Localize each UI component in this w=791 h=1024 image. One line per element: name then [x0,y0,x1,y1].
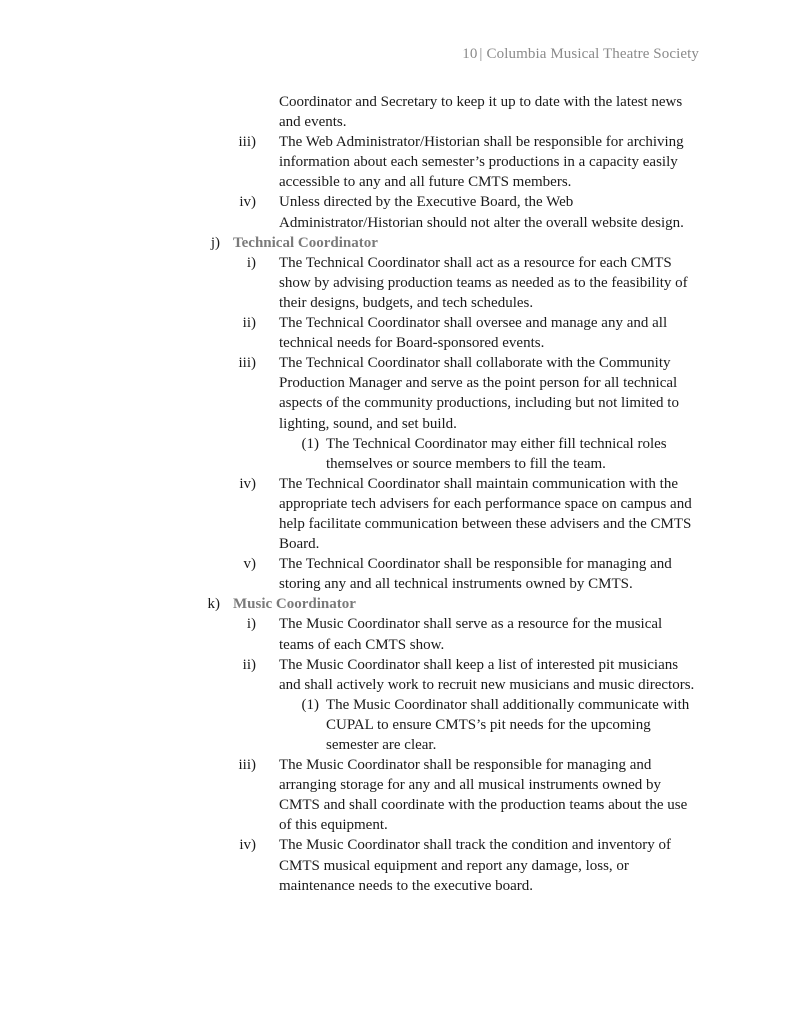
text-line [0,353,791,373]
paragraph-text: The Technical Coordinator shall maintain communication with the [279,475,678,492]
list-marker: i) [246,254,256,271]
paragraph-text: The Technical Coordinator may either fill technical roles [326,435,667,452]
paragraph-text: and shall actively work to recruit new musicians and music directors. [279,676,695,693]
paragraph-text: storing any and all technical instruments owned by CMTS. [279,576,633,593]
list-marker: iii) [238,355,256,372]
paragraph-text: maintenance needs to the executive board. [279,877,534,894]
paragraph-text: The Web Administrator/Historian shall be responsible for archiving [279,134,684,151]
text-line [0,494,791,514]
paragraph-text: The Music Coordinator shall be responsible for managing and [279,757,652,774]
paragraph-text: accessible to any and all future CMTS members. [279,174,572,191]
paragraph-text: teams of each CMTS show. [279,636,445,653]
text-line [0,373,791,393]
list-marker: i) [246,616,256,633]
text-line [0,152,791,172]
paragraph-text: arranging storage for any and all musical instruments owned by [279,777,661,794]
text-line [0,192,791,212]
paragraph-text: Production Manager and serve as the point person for all technical [279,375,678,392]
paragraph-text: semester are clear. [326,737,437,753]
paragraph-text: Administrator/Historian should not alter the overall website design. [279,214,684,231]
text-line [0,695,791,715]
paragraph-text: Coordinator and Secretary to keep it up to date with the latest news [279,94,683,110]
header-separator: | [479,46,483,62]
list-marker: iv) [239,475,256,492]
text-line [0,614,791,634]
text-line [0,775,791,795]
section-heading-line [0,594,791,614]
paragraph-text: CUPAL to ensure CMTS’s pit needs for the upcoming [326,716,651,733]
text-line [0,213,791,233]
text-line [0,715,791,735]
list-marker: k) [207,596,220,613]
list-marker: v) [243,556,256,573]
text-line [0,795,791,815]
text-line [0,313,791,333]
section-heading-line [0,233,791,253]
text-line [0,172,791,192]
text-line [0,755,791,775]
text-line [0,735,791,755]
text-line [0,574,791,594]
text-line [0,474,791,494]
list-marker: (1) [301,696,319,713]
paragraph-text: of this equipment. [279,817,388,834]
paragraph-text: appropriate tech advisers for each performance space on campus and [279,495,692,512]
list-marker: iii) [238,757,256,774]
text-line [0,454,791,474]
text-line [0,554,791,574]
text-line [0,112,791,132]
document-title: Columbia Musical Theatre Society [486,46,699,62]
text-line [0,856,791,876]
text-line [0,293,791,313]
text-line [0,333,791,353]
paragraph-text: The Music Coordinator shall track the condition and inventory of [279,837,671,854]
list-marker: ii) [242,656,256,673]
text-line [0,815,791,835]
text-line [0,414,791,434]
list-marker: iv) [239,837,256,854]
paragraph-text: The Technical Coordinator shall oversee and manage any and all [279,315,668,332]
section-heading: Technical Coordinator [233,234,378,251]
text-line [0,635,791,655]
list-marker: j) [210,234,220,251]
text-line [0,514,791,534]
paragraph-text: information about each semester’s productions in a capacity easily [279,154,678,171]
text-line [0,876,791,896]
paragraph-text: Board. [279,536,320,553]
paragraph-text: and events. [279,114,347,131]
paragraph-text: The Technical Coordinator shall collaborate with the Community [279,355,671,372]
text-line [0,273,791,293]
section-heading: Music Coordinator [233,596,356,613]
list-marker: iii) [238,134,256,151]
text-line [0,132,791,152]
text-line [0,675,791,695]
paragraph-text: The Technical Coordinator shall act as a resource for each CMTS [279,254,672,271]
list-marker: ii) [242,315,256,332]
paragraph-text: CMTS musical equipment and report any damage, loss, or [279,857,629,874]
text-line [0,92,791,112]
text-line [0,253,791,273]
text-line [0,393,791,413]
list-marker: (1) [301,435,319,452]
text-line [0,434,791,454]
paragraph-text: technical needs for Board-sponsored events. [279,335,545,352]
page-number: 10 [462,46,478,62]
paragraph-text: show by advising production teams as needed as to the feasibility of [279,274,688,291]
paragraph-text: CMTS and shall coordinate with the production teams about the use [279,797,688,814]
paragraph-text: aspects of the community productions, including but not limited to [279,395,679,412]
paragraph-text: The Music Coordinator shall keep a list of interested pit musicians [279,656,679,673]
paragraph-text: lighting, sound, and set build. [279,415,457,432]
paragraph-text: help facilitate communication between these advisers and the CMTS [279,515,692,532]
text-line [0,534,791,554]
page-header [462,46,699,63]
paragraph-text: The Music Coordinator shall serve as a resource for the musical [279,616,663,633]
paragraph-text: Unless directed by the Executive Board, the Web [279,194,574,211]
list-marker: iv) [239,194,256,211]
text-line [0,655,791,675]
document-body [0,92,791,896]
paragraph-text: The Technical Coordinator shall be responsible for managing and [279,556,672,573]
paragraph-text: themselves or source members to fill the team. [326,455,606,472]
paragraph-text: The Music Coordinator shall additionally communicate with [326,696,690,713]
text-line [0,835,791,855]
paragraph-text: their designs, budgets, and tech schedules. [279,294,534,311]
